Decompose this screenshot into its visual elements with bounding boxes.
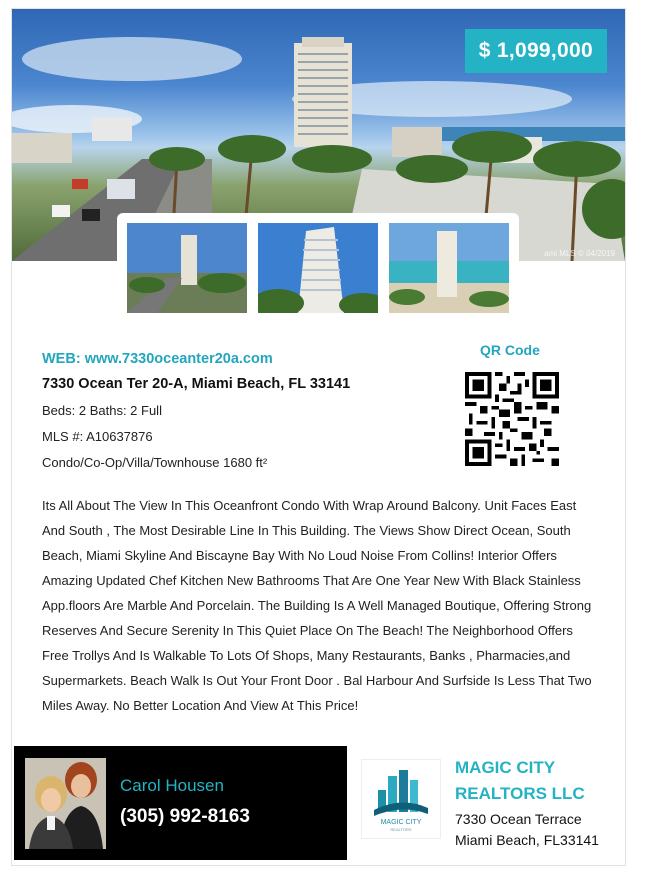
thumbnail-1[interactable] <box>127 223 247 313</box>
website-link[interactable]: www.7330oceanter20a.com <box>84 351 273 367</box>
beds-baths: Beds: 2 Baths: 2 Full <box>42 403 162 418</box>
website-line <box>42 351 273 367</box>
agent-phone[interactable]: (305) 992-8163 <box>120 806 250 827</box>
property-description: Its All About The View In This Oceanfront Condo With Wrap Around Balcony. Unit Faces East And South , The Most Desirable Line In This Building. The Views Show Direct Ocean, South Beach, Miami Skyline And Biscayne Bay With No Loud Noise From Collins! Interior Offers Amazing Updated Chef Kitchen New Bathrooms That Are One Year New With Black Stainless App.floors Are Marble And Porcelain. The Building Is A Well Managed Boutique, Offering Strong Reserves And Secure Serenity In This Quiet Place On The Beach! The Neighborhood Offers Free Trollys And Is Walkable To Lots Of Shops, Many Restaurants, Banks , Pharmacies,and Supermarkets. Beach Walk Is Out Your Front Door . Bal Harbour And Surfside Is Less That Two Miles Away. No Better Location And View At This Price! <box>42 498 592 713</box>
company-name: MAGIC CITY REALTORS LLC <box>455 758 585 803</box>
thumbnail-strip <box>117 213 519 319</box>
mls-number: MLS #: A10637876 <box>42 429 153 444</box>
thumbnail-3[interactable] <box>389 223 509 313</box>
qr-code-label: QR Code <box>480 342 540 358</box>
property-address: 7330 Ocean Ter 20-A, Miami Beach, FL 33141 <box>42 376 351 392</box>
logo-text: MAGIC CITY <box>380 819 422 826</box>
logo-subtext: REALTORS <box>390 827 412 832</box>
agent-name: Carol Housen <box>120 776 224 795</box>
property-type-size: Condo/Co-Op/Villa/Townhouse 1680 ft² <box>42 455 268 470</box>
qr-code-icon[interactable] <box>465 372 559 466</box>
agent-photo <box>25 758 106 849</box>
company-address <box>455 809 599 851</box>
thumbnail-2[interactable] <box>258 223 378 313</box>
company-logo <box>361 759 441 839</box>
company-address-line-2: Miami Beach, FL33141 <box>455 832 599 848</box>
listing-flyer <box>11 8 626 866</box>
photo-watermark: ami MLS © 04/2019 <box>544 249 615 258</box>
agent-contact-box <box>14 746 347 860</box>
website-label: WEB: <box>42 351 85 367</box>
company-address-line-1: 7330 Ocean Terrace <box>455 811 582 827</box>
price-badge: $ 1,099,000 <box>465 29 607 73</box>
